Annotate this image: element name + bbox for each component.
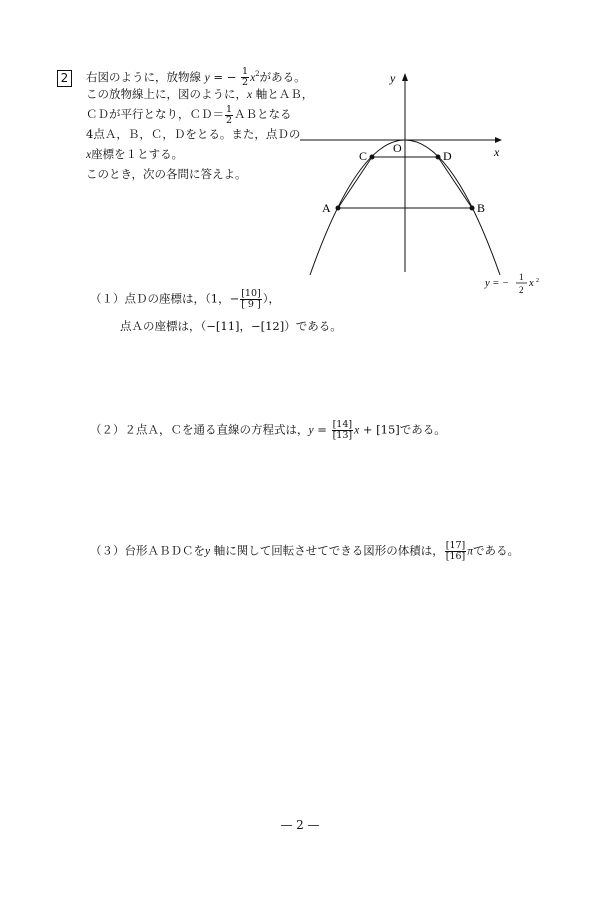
intro-line-6: このとき，次の各問に答えよ。 bbox=[86, 167, 247, 181]
cd-fraction: $\frac{1}{2}$ bbox=[226, 103, 233, 126]
point-a bbox=[336, 206, 341, 211]
label-b: B bbox=[477, 201, 486, 215]
point-d bbox=[436, 155, 441, 160]
label-x-axis: x bbox=[494, 145, 500, 159]
curve-label-num: 1 bbox=[519, 272, 524, 282]
intro-line-5: x座標を１とする。 bbox=[86, 147, 184, 161]
question-2: （２）２点Ａ，Ｃを通る直線の方程式は，y = $\frac{[14]}{[13]}$ x + [15]である。 bbox=[90, 419, 446, 441]
equation-fraction: $\frac{1}{2}$ bbox=[242, 66, 249, 89]
question-1-line-2: 点Ａの座標は，（−[11]，−[12]）である。 bbox=[120, 319, 342, 333]
curve-label-den: 2 bbox=[519, 285, 524, 295]
intro-line-2: この放物線上に，図のように，x 軸とＡＢ， bbox=[86, 87, 314, 101]
question-1: （１）点Ｄの座標は，（1，− $\frac{[10]}{[ 9 ]}$ ）， bbox=[90, 288, 280, 310]
label-d: D bbox=[443, 149, 452, 163]
segment-bd bbox=[438, 157, 472, 208]
curve-label-exp: 2 bbox=[536, 278, 539, 284]
parabola-figure bbox=[300, 70, 560, 300]
curve-label-prefix: y = − bbox=[485, 278, 510, 289]
point-c bbox=[370, 155, 375, 160]
point-b bbox=[470, 206, 475, 211]
problem-intro bbox=[86, 64, 321, 184]
question-3: （３）台形ＡＢＤＣをy 軸に関して回転させてできる図形の体積は， $\frac{[17]}{[16]}$ πである。 bbox=[90, 540, 520, 562]
page-number: — 2 — bbox=[280, 818, 320, 832]
q2-slope-fraction: $\frac{[14]}{[13]}$ bbox=[332, 419, 353, 441]
label-y-axis: y bbox=[390, 71, 396, 85]
y-axis-arrow bbox=[402, 73, 408, 81]
label-c: C bbox=[359, 149, 368, 163]
x-axis-arrow bbox=[495, 137, 502, 143]
segment-ac bbox=[338, 157, 372, 208]
label-origin: O bbox=[393, 141, 402, 155]
curve-label-var: x bbox=[529, 278, 534, 289]
label-a: A bbox=[322, 201, 331, 215]
intro-line-1: 右図のように，放物線 y = − $\frac{1}{2}$ $x^2$がある。 bbox=[86, 66, 306, 89]
intro-line-3: ＣＤが平行となり，ＣＤ＝ $\frac{1}{2}$ ＡＢとなる bbox=[86, 103, 292, 126]
q3-volume-fraction: $\frac{[17]}{[16]}$ bbox=[445, 540, 466, 562]
q1-answer-fraction: $\frac{[10]}{[ 9 ]}$ bbox=[241, 288, 261, 310]
intro-line-4: 4点Ａ，Ｂ，Ｃ，Ｄをとる。また，点Ｄの bbox=[86, 127, 301, 141]
problem-number: 2 bbox=[57, 70, 72, 87]
